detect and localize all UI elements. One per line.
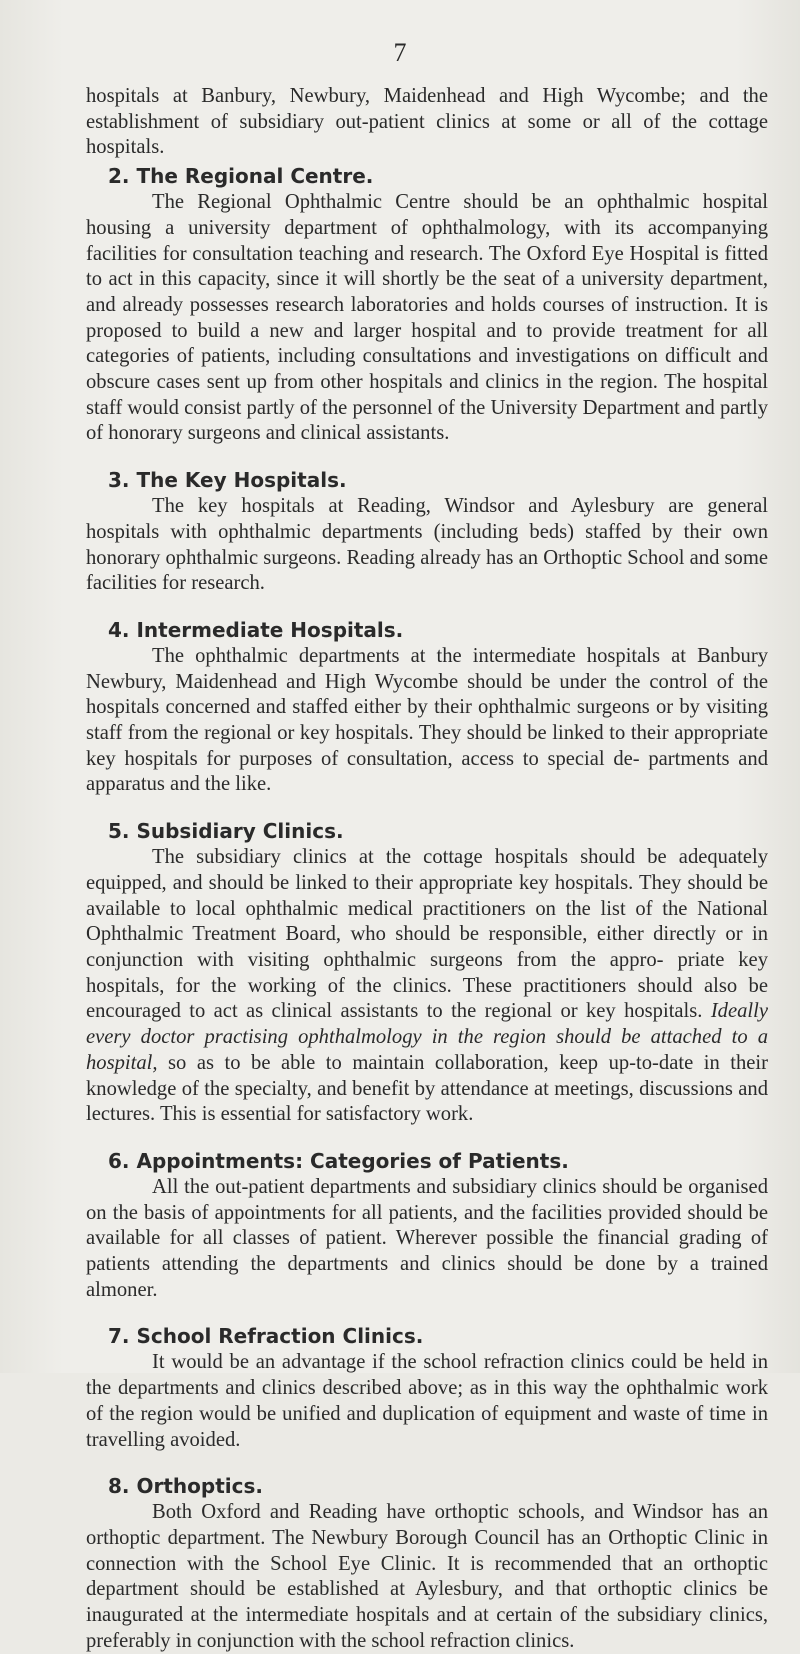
section-heading: 8. Orthoptics. bbox=[108, 1474, 263, 1499]
section-body: The key hospitals at Reading, Windsor and Aylesbury are general hospitals with ophthalmic departments (including beds) staffed by their own honorary ophthalmic surgeons. Reading already has an Orthoptic School and some facilities for research. bbox=[86, 495, 768, 595]
section-heading: 6. Appointments: Categories of Patients. bbox=[108, 1148, 569, 1173]
section-body-italic: Ideally every doctor practising ophthalmology in the region should be attached to a hospital, bbox=[86, 1000, 768, 1074]
section-orthoptics bbox=[86, 1473, 768, 1654]
section-key-hospitals bbox=[86, 467, 768, 597]
page-number: 7 bbox=[393, 38, 407, 67]
section-heading: 4. Intermediate Hospitals. bbox=[108, 617, 404, 642]
section-body: It would be an advantage if the school refraction clinics could be held in the departments and clinics described above; as in this way the ophthalmic work of the region would be unified and duplication of equipment and waste of time in travelling avoided. bbox=[86, 1351, 768, 1451]
section-heading: 5. Subsidiary Clinics. bbox=[108, 819, 344, 844]
section-body: All the out-patient departments and subsidiary clinics should be organised on the basis of appointments for all patients, and the facilities provided should be available for all classes of patient. Wherever possible the financial grading of patients attending the departments and clinics should be done by a trained almoner. bbox=[86, 1175, 768, 1301]
section-body: The ophthalmic departments at the intermediate hospitals at Banbury Newbury, Maidenhead and High Wycombe should be under the control of the hospitals concerned and staffed either by their ophthalmic surgeons or by visiting staff from the regional or key hospitals. They should be linked to their appropriate key hospitals for purposes of consultation, access to special de- partments and apparatus and the like. bbox=[86, 644, 768, 796]
intro-paragraph: hospitals at Banbury, Newbury, Maidenhead and High Wycombe; and the establishment of subsidiary out-patient clinics at some or all of the cottage hospitals. bbox=[86, 85, 768, 159]
section-intermediate-hospitals bbox=[86, 617, 768, 798]
section-body: The Regional Ophthalmic Centre should be an ophthalmic hospital housing a university department of ophthalmology, with its accompanying facilities for consultation teaching and research. The Oxford Eye Hospital is fitted to act in this capacity, since it will shortly be the seat of a university department, and already possesses research laboratories and holds courses of instruction. It is proposed to build a new and larger hospital and to provide treatment for all categories of patients, including consultations and investigations on difficult and obscure cases sent up from other hospitals and clinics in the region. The hospital staff would consist partly of the personnel of the University Department and partly of honorary surgeons and clinical assistants. bbox=[86, 191, 768, 445]
section-body: Both Oxford and Reading have orthoptic schools, and Windsor has an orthoptic department. The Newbury Borough Council has an Orthoptic Clinic in connection with the School Eye Clinic. It is recommended that an orthoptic department should be established at Aylesbury, and that orthoptic clinics be inaugurated at the intermediate hospitals and at certain of the subsidiary clinics, preferably in conjunction with the school refraction clinics. bbox=[86, 1501, 768, 1652]
page-content bbox=[86, 84, 768, 1654]
section-regional-centre bbox=[86, 163, 768, 447]
section-body-end: so as to be able to maintain collaboration, keep up-to-date in their knowledge of the specialty, and benefit by attendance at meetings, discussions and lectures. This is essential for satisfactory work. bbox=[86, 1051, 768, 1126]
section-body bbox=[86, 845, 768, 1128]
section-subsidiary-clinics bbox=[86, 818, 768, 1128]
section-body-text: The subsidiary clinics at the cottage hospitals should be adequately equipped, and should be linked to their appropriate key hospitals. They should be available to local ophthalmic medical practitioners on the list of the National Ophthalmic Treatment Board, who should be responsible, either directly or in conjunction with visiting ophthalmic surgeons from the appro- priate key hospitals, for the working of the clinics. These practitioners should also be encouraged to act as clinical assistants to the regional or key hospitals. bbox=[86, 846, 768, 1023]
section-heading: 7. School Refraction Clinics. bbox=[108, 1324, 424, 1349]
section-heading: 3. The Key Hospitals. bbox=[108, 468, 347, 493]
section-heading: 2. The Regional Centre. bbox=[108, 164, 374, 189]
section-appointments bbox=[86, 1148, 768, 1304]
section-school-refraction-clinics bbox=[86, 1323, 768, 1453]
